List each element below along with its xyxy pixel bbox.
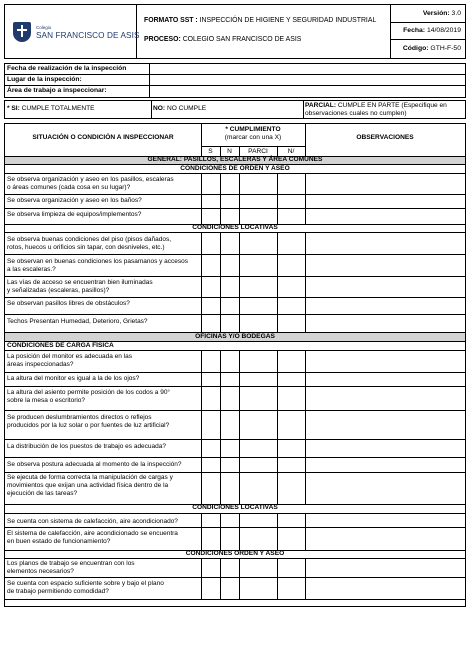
row-divider bbox=[5, 254, 465, 255]
column-divider bbox=[305, 232, 306, 254]
column-divider bbox=[239, 513, 240, 527]
section-divider bbox=[5, 341, 465, 342]
column-divider bbox=[277, 410, 278, 439]
column-divider bbox=[201, 513, 202, 527]
column-divider bbox=[201, 350, 202, 372]
question-text: o áreas comunes (cada cosa en su lugar)? bbox=[7, 184, 131, 192]
column-divider bbox=[277, 386, 278, 410]
row-divider bbox=[5, 194, 465, 195]
question-text: a las escaleras.? bbox=[7, 266, 56, 274]
column-divider bbox=[305, 558, 306, 577]
column-divider bbox=[239, 297, 240, 314]
column-divider bbox=[305, 350, 306, 372]
column-divider bbox=[201, 527, 202, 550]
column-divider bbox=[220, 457, 221, 472]
column-divider bbox=[305, 314, 306, 332]
column-divider bbox=[201, 457, 202, 472]
column-divider bbox=[305, 208, 306, 224]
question-row bbox=[7, 353, 132, 369]
code-label: Código: bbox=[402, 45, 429, 53]
column-divider bbox=[239, 457, 240, 472]
date-row bbox=[391, 23, 465, 41]
process-value: COLEGIO SAN FRANCISCO DE ASIS bbox=[182, 36, 302, 43]
date-value: 14/08/2019 bbox=[426, 27, 461, 35]
question-row bbox=[7, 258, 188, 274]
column-divider bbox=[305, 513, 306, 527]
column-divider bbox=[277, 276, 278, 297]
subsection-order-cleaning: CONDICIONES DE ORDEN Y ASEO bbox=[180, 165, 290, 172]
row-divider bbox=[5, 372, 465, 373]
column-divider bbox=[201, 254, 202, 276]
column-divider bbox=[239, 527, 240, 550]
row-divider bbox=[5, 332, 465, 333]
column-divider bbox=[305, 276, 306, 297]
inspection-info bbox=[4, 63, 466, 98]
legend-parcial bbox=[305, 102, 447, 117]
legend-si bbox=[7, 105, 95, 112]
inspection-table bbox=[4, 123, 466, 607]
question-text: Las vías de acceso se encuentran bien iluminadas bbox=[7, 279, 153, 286]
column-divider bbox=[239, 194, 240, 208]
column-divider bbox=[277, 372, 278, 386]
section-offices: OFICINAS Y/O BODEGAS bbox=[195, 332, 275, 340]
column-divider bbox=[239, 146, 240, 156]
column-divider bbox=[305, 410, 306, 439]
row-divider bbox=[5, 386, 465, 387]
question-row bbox=[7, 236, 171, 252]
date-field-row bbox=[5, 64, 465, 75]
format-label: FORMATO SST : bbox=[144, 17, 198, 24]
column-divider bbox=[305, 527, 306, 550]
question-text: sobre la mesa o escritorio? bbox=[7, 397, 86, 405]
compliance-instruction: (marcar con una X) bbox=[224, 134, 282, 141]
row-divider bbox=[5, 224, 465, 225]
question-text: y señalizadas (escaleras, pasillos)? bbox=[7, 287, 110, 295]
column-divider bbox=[277, 314, 278, 332]
column-divider bbox=[305, 386, 306, 410]
column-divider bbox=[239, 350, 240, 372]
section-divider bbox=[5, 232, 465, 233]
column-divider bbox=[277, 513, 278, 527]
title-cell bbox=[137, 5, 391, 58]
subsection-locative-2: CONDICIONES LOCATIVAS bbox=[192, 504, 278, 511]
column-divider bbox=[239, 276, 240, 297]
legend-parcial-text-1: CUMPLE EN PARTE (Especifique en bbox=[337, 102, 447, 109]
row-divider bbox=[5, 439, 465, 440]
column-divider bbox=[201, 314, 202, 332]
column-divider bbox=[277, 350, 278, 372]
column-divider bbox=[201, 276, 202, 297]
work-area-field[interactable] bbox=[149, 86, 465, 97]
column-divider bbox=[220, 194, 221, 208]
question-row: Se observa organización y aseo en los baños? bbox=[7, 197, 142, 204]
column-divider bbox=[220, 232, 221, 254]
column-divider bbox=[239, 314, 240, 332]
question-row: La distribución de los puestos de trabajo es adecuada? bbox=[7, 443, 166, 450]
column-divider bbox=[305, 124, 306, 156]
legend-divider bbox=[151, 101, 152, 118]
question-row bbox=[7, 580, 164, 596]
code-value: GTH-F-50 bbox=[430, 45, 461, 53]
column-divider bbox=[277, 297, 278, 314]
column-divider bbox=[201, 386, 202, 410]
version-value: 3.0 bbox=[451, 9, 461, 17]
question-text: Se observan en buenas condiciones los pasamanos y accesos bbox=[7, 258, 189, 265]
work-area-label: Área de trabajo a inspeccionar: bbox=[7, 87, 107, 94]
column-divider bbox=[220, 173, 221, 194]
column-divider bbox=[220, 276, 221, 297]
column-divider bbox=[220, 297, 221, 314]
column-divider bbox=[201, 208, 202, 224]
column-divider bbox=[220, 558, 221, 577]
area-field-row bbox=[5, 86, 465, 97]
column-divider bbox=[220, 350, 221, 372]
row-divider bbox=[5, 314, 465, 315]
column-divider bbox=[201, 577, 202, 599]
school-shield-icon bbox=[13, 22, 31, 42]
question-text: Se cuenta con espacio suficiente sobre y bajo el plano bbox=[7, 580, 164, 587]
row-divider bbox=[5, 276, 465, 277]
row-divider bbox=[5, 599, 465, 600]
question-row: La altura del monitor es igual a la de los ojos? bbox=[7, 375, 140, 382]
version-row bbox=[391, 5, 465, 23]
question-text: ejecución de las tareas? bbox=[7, 490, 78, 498]
column-divider bbox=[220, 314, 221, 332]
inspection-place-field[interactable] bbox=[149, 75, 465, 85]
section-divider bbox=[5, 513, 465, 514]
question-text: de trabajo permitiendo comodidad? bbox=[7, 588, 109, 596]
column-divider bbox=[201, 173, 202, 194]
legend-si-text: CUMPLE TOTALMENTE bbox=[21, 105, 95, 112]
inspection-date-field[interactable] bbox=[149, 64, 465, 74]
section-divider bbox=[5, 164, 465, 165]
question-row bbox=[7, 530, 178, 546]
row-divider bbox=[5, 527, 465, 528]
column-divider bbox=[277, 472, 278, 504]
row-divider bbox=[5, 504, 465, 505]
column-divider bbox=[277, 439, 278, 457]
column-divider bbox=[277, 577, 278, 599]
sub-header-n: N bbox=[227, 147, 232, 155]
question-text: en buen estado de funcionamiento? bbox=[7, 538, 111, 546]
column-divider bbox=[201, 558, 202, 577]
legend-no bbox=[153, 105, 206, 112]
process-label: PROCESO: bbox=[144, 36, 181, 43]
column-divider bbox=[239, 472, 240, 504]
column-divider bbox=[239, 208, 240, 224]
document-header bbox=[4, 4, 466, 59]
column-divider bbox=[239, 386, 240, 410]
sub-header-s: S bbox=[208, 147, 213, 155]
version-label: Versión: bbox=[422, 9, 450, 17]
question-row: Techos Presentan Humedad, Deterioro, Grietas? bbox=[7, 318, 148, 325]
legend-no-text: NO CUMPLE bbox=[166, 105, 207, 112]
column-divider bbox=[239, 173, 240, 194]
column-divider bbox=[305, 297, 306, 314]
column-divider bbox=[220, 146, 221, 156]
question-text: áreas inspeccionadas? bbox=[7, 361, 74, 369]
question-text: elementos necesarios? bbox=[7, 568, 74, 576]
column-divider bbox=[305, 472, 306, 504]
header-divider bbox=[201, 146, 305, 147]
date-label: Fecha: bbox=[403, 27, 426, 35]
row-divider bbox=[5, 457, 465, 458]
column-divider bbox=[220, 208, 221, 224]
question-row bbox=[7, 414, 169, 430]
inspection-place-label: Lugar de la inspección: bbox=[7, 76, 82, 83]
code-row bbox=[391, 40, 465, 58]
column-divider bbox=[201, 297, 202, 314]
question-row bbox=[7, 389, 170, 405]
column-divider bbox=[277, 527, 278, 550]
question-row: Se observa postura adecuada al momento de la inspección? bbox=[7, 461, 182, 468]
column-divider bbox=[277, 457, 278, 472]
column-divider bbox=[220, 577, 221, 599]
question-text: Se ejecuta de forma correcta la manipulación de cargas y bbox=[7, 474, 173, 481]
logo-cell bbox=[5, 5, 140, 58]
condition-column-header: SITUACIÓN O CONDICIÓN A INSPECCIONAR bbox=[32, 134, 174, 141]
subsection-order-cleaning-2: CONDICIONES ORDEN Y ASEO bbox=[185, 550, 285, 557]
section-divider bbox=[5, 173, 465, 174]
column-divider bbox=[305, 173, 306, 194]
column-divider bbox=[201, 439, 202, 457]
column-divider bbox=[277, 254, 278, 276]
column-divider bbox=[305, 194, 306, 208]
observations-column-header: OBSERVACIONES bbox=[356, 134, 414, 141]
column-divider bbox=[239, 410, 240, 439]
column-divider bbox=[239, 254, 240, 276]
column-divider bbox=[239, 372, 240, 386]
inspection-date-label: Fecha de realización de la inspección bbox=[7, 65, 127, 72]
row-divider bbox=[5, 297, 465, 298]
column-divider bbox=[201, 124, 202, 156]
compliance-column-header: * CUMPLIMIENTO bbox=[225, 126, 281, 133]
row-divider bbox=[5, 472, 465, 473]
section-divider bbox=[5, 350, 465, 351]
column-divider bbox=[305, 577, 306, 599]
column-divider bbox=[220, 386, 221, 410]
compliance-legend bbox=[4, 100, 466, 119]
question-text: La posición del monitor es adecuada en las bbox=[7, 353, 133, 360]
question-row: Se observan pasillos libres de obstáculos? bbox=[7, 300, 130, 307]
sub-header-parcial: PARCI bbox=[248, 147, 268, 155]
question-row: Se observa limpieza de equipos/implementos? bbox=[7, 211, 142, 218]
question-row bbox=[7, 474, 173, 499]
column-divider bbox=[239, 577, 240, 599]
question-text: Se observa organización y aseo en los pasillos, escaleras bbox=[7, 176, 174, 183]
column-divider bbox=[220, 439, 221, 457]
legend-parcial-text-2: observaciones cuales no cumplen) bbox=[305, 109, 407, 117]
column-divider bbox=[277, 173, 278, 194]
column-divider bbox=[201, 472, 202, 504]
column-divider bbox=[220, 254, 221, 276]
legend-parcial-label: PARCIAL: bbox=[305, 102, 337, 109]
column-divider bbox=[239, 558, 240, 577]
column-divider bbox=[201, 410, 202, 439]
section-divider bbox=[5, 156, 465, 157]
question-text: El sistema de calefacción, aire acondicionado se encuentra bbox=[7, 530, 178, 537]
question-text: rotos, huecos u orificios sin tapar, con desniveles, etc.) bbox=[7, 244, 165, 252]
question-row bbox=[7, 279, 153, 295]
legend-si-label: * SI: bbox=[7, 105, 20, 112]
question-text: producidos por la luz solar o por fuentes de luz artificial? bbox=[7, 422, 170, 430]
row-divider bbox=[5, 550, 465, 551]
column-divider bbox=[277, 208, 278, 224]
question-text: movimientos que exijan una actividad física dentro de la bbox=[7, 482, 169, 490]
question-text: Se observa buenas condiciones del piso (pisos dañados, bbox=[7, 236, 172, 243]
question-row: Se cuenta con sistema de calefacción, aire acondicionado? bbox=[7, 518, 178, 525]
column-divider bbox=[277, 194, 278, 208]
legend-divider bbox=[303, 101, 304, 118]
question-row bbox=[7, 560, 135, 576]
column-divider bbox=[305, 372, 306, 386]
question-row bbox=[7, 176, 174, 192]
sub-header-na: N/ bbox=[287, 147, 295, 155]
column-divider bbox=[220, 372, 221, 386]
format-line bbox=[144, 17, 376, 24]
column-divider bbox=[277, 146, 278, 156]
section-general: GENERAL: PASILLOS, ESCALERAS Y ÁREA COMUNES bbox=[147, 156, 323, 163]
subsection-locative: CONDICIONES LOCATIVAS bbox=[192, 224, 278, 231]
question-text: La altura del asiento permite posición de los codos a 90° bbox=[7, 389, 171, 396]
column-divider bbox=[305, 254, 306, 276]
section-divider bbox=[5, 558, 465, 559]
question-text: Se producen deslumbramientos directos o reflejos bbox=[7, 414, 152, 421]
column-divider bbox=[220, 527, 221, 550]
legend-no-label: NO: bbox=[153, 105, 166, 112]
column-divider bbox=[220, 410, 221, 439]
column-divider bbox=[305, 439, 306, 457]
question-text: Los planos de trabajo se encuentran con los bbox=[7, 560, 135, 567]
row-divider bbox=[5, 577, 465, 578]
logo-small-text: Colegio bbox=[36, 25, 52, 30]
column-divider bbox=[201, 194, 202, 208]
column-divider bbox=[220, 472, 221, 504]
subsection-physical-load: CONDICIONES DE CARGA FÍSICA bbox=[7, 341, 114, 349]
column-divider bbox=[239, 232, 240, 254]
column-divider bbox=[201, 372, 202, 386]
column-divider bbox=[277, 558, 278, 577]
column-divider bbox=[239, 439, 240, 457]
process-line bbox=[144, 36, 301, 43]
column-divider bbox=[201, 232, 202, 254]
row-divider bbox=[5, 410, 465, 411]
meta-cell bbox=[391, 5, 465, 58]
column-divider bbox=[305, 457, 306, 472]
row-divider bbox=[5, 208, 465, 209]
logo-name: SAN FRANCISCO DE ASIS bbox=[36, 31, 140, 40]
column-divider bbox=[220, 513, 221, 527]
column-divider bbox=[277, 232, 278, 254]
place-field-row bbox=[5, 75, 465, 86]
format-value: INSPECCIÓN DE HIGIENE Y SEGURIDAD INDUSTRIAL bbox=[199, 17, 377, 24]
